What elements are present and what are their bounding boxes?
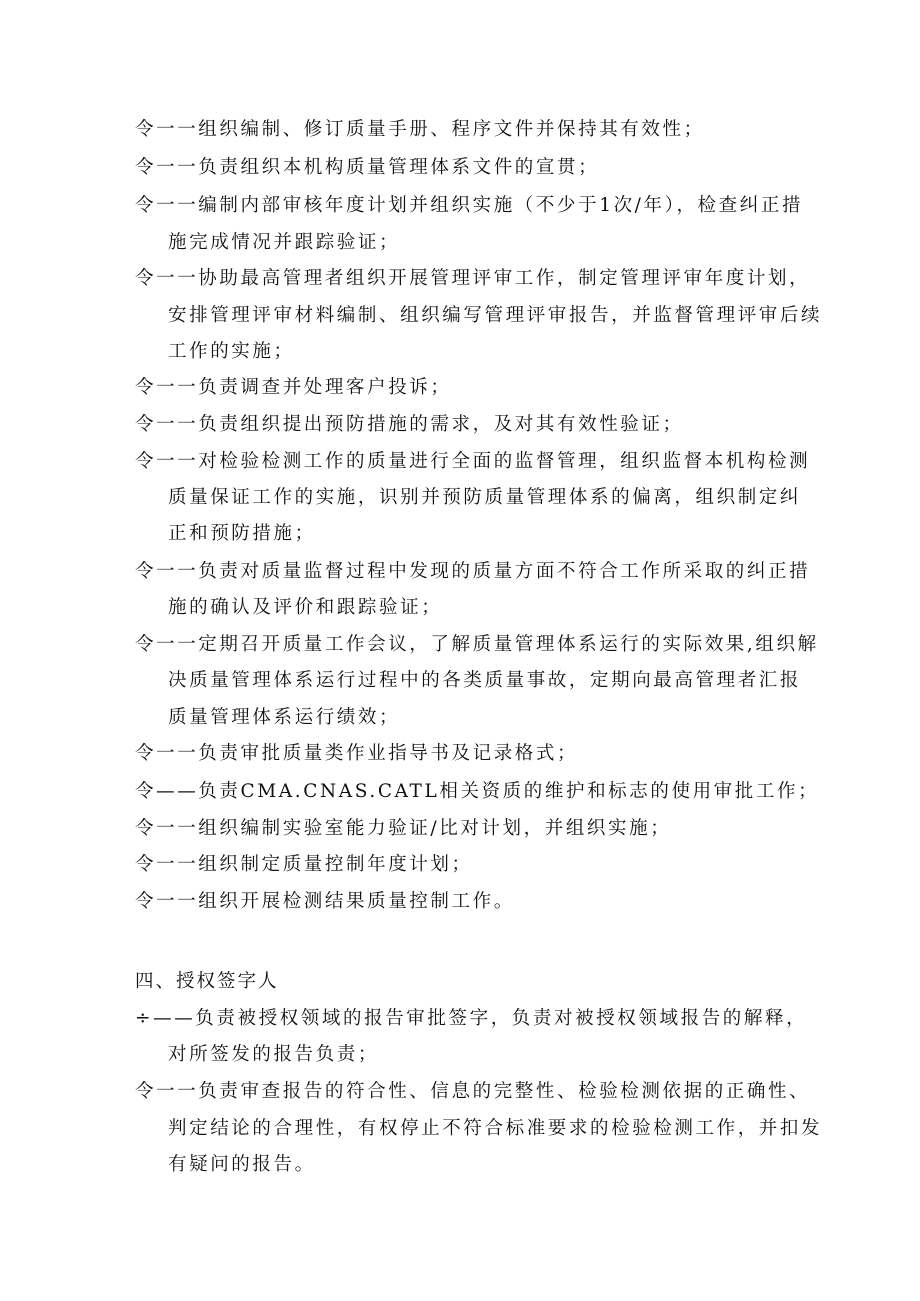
duty-line-continuation: 决质量管理体系运行过程中的各类质量事故，定期向最高管理者汇报 [168, 670, 802, 691]
section-heading: 四、授权签字人 [135, 971, 279, 992]
duty-line-continuation: 施完成情况并跟踪验证； [168, 232, 401, 253]
duty-line: 令一一组织制定质量控制年度计划； [135, 854, 473, 875]
duty-line: 令一一负责对质量监督过程中发现的质量方面不符合工作所采取的纠正措 [135, 561, 811, 582]
duty-line-continuation: 施的确认及评价和跟踪验证； [168, 597, 443, 618]
duty-line: 令一一定期召开质量工作会议，了解质量管理体系运行的实际效果,组织解 [135, 634, 819, 655]
duty-line-continuation: 安排管理评审材料编制、组织编写管理评审报告，并监督管理评审后续 [168, 305, 823, 326]
duty-line: 令一一负责审批质量类作业指导书及记录格式； [135, 743, 579, 764]
duty-line-continuation: 工作的实施； [168, 341, 295, 362]
duty-line-continuation: 质量管理体系运行绩效； [168, 707, 401, 728]
duty-line: 令一一负责组织本机构质量管理体系文件的宣贯； [135, 157, 600, 178]
duty-line-continuation: 有疑问的报告。 [168, 1154, 316, 1175]
duty-line: 令一一编制内部审核年度计划并组织实施（不少于1次/年），检查纠正措 [135, 195, 804, 216]
duty-line: 令——负责CMA.CNAS.CATL相关资质的维护和标志的使用审批工作； [135, 781, 820, 802]
duty-line: 令一一协助最高管理者组织开展管理评审工作，制定管理评审年度计划， [135, 268, 811, 289]
duty-line-continuation: 判定结论的合理性，有权停止不符合标准要求的检验检测工作，并扣发 [168, 1118, 823, 1139]
duty-line-continuation: 正和预防措施； [168, 523, 316, 544]
duty-line: 令一一组织编制实验室能力验证/比对计划，并组织实施； [135, 818, 672, 839]
duty-line: 令一一组织开展检测结果质量控制工作。 [135, 891, 515, 912]
duty-line: 令一一对检验检测工作的质量进行全面的监督管理，组织监督本机构检测 [135, 451, 811, 472]
duty-line-continuation: 质量保证工作的实施，识别并预防质量管理体系的偏离，组织制定纠 [168, 487, 802, 508]
duty-line: 令一一组织编制、修订质量手册、程序文件并保持其有效性； [135, 119, 705, 140]
duty-line: 令一一负责组织提出预防措施的需求，及对其有效性验证； [135, 414, 684, 435]
duty-line: ÷——负责被授权领域的报告审批签字，负责对被授权领域报告的解释， [135, 1008, 808, 1029]
duty-line: 令一一负责调查并处理客户投诉； [135, 377, 452, 398]
duty-line: 令一一负责审查报告的符合性、信息的完整性、检验检测依据的正确性、 [135, 1081, 811, 1102]
duty-line-continuation: 对所签发的报告负责； [168, 1044, 380, 1065]
